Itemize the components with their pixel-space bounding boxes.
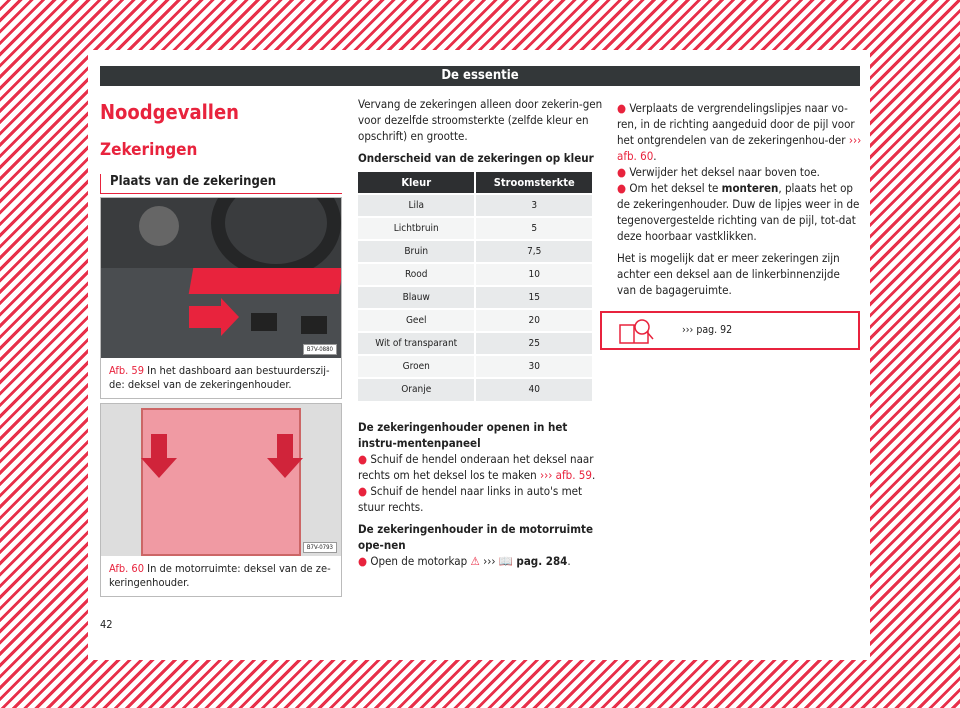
amperage-cell: 5 <box>475 217 593 240</box>
amperage-cell: 25 <box>475 332 593 355</box>
page-number: 42 <box>100 618 113 631</box>
chapter-title: Noodgevallen <box>100 100 239 124</box>
list-item: ● Schuif de hendel naar links in auto's met stuur rechts. <box>358 484 583 514</box>
column-3: ● Verplaats de vergrendelingslipjes naar vo-ren, in de richting aangeduid door de pijl voor het ontgrendelen van de zekeringenhou-der ››› afb. 60. ● Verwijder het deksel naar boven toe. ● Om het deksel te monteren, plaats het op de zekeringenhouder. Duw de lipjes weer in de tegenovergestelde richting van de pijl, tot-dat deze hoorbaar vastklikken. Het is mogelijk dat er meer zekeringen zijn achter een deksel aan de linkerbinnenzijde van de bagageruimte. <box>617 101 862 297</box>
amperage-cell: 7,5 <box>475 240 593 263</box>
color-cell: Oranje <box>358 378 475 401</box>
fuse-color-table: Kleur Stroomsterkte Lila 3 Lichtbruin 5 Bruin 7,5 Rood 10 Blauw 15 Geel 20 Wit of transparant 25 Groen 30 Oranje 40 <box>358 172 594 401</box>
arrow-down-icon <box>277 434 293 458</box>
amperage-cell: 3 <box>475 194 593 217</box>
color-cell: Bruin <box>358 240 475 263</box>
table-row <box>358 240 593 263</box>
book-search-icon <box>618 317 658 347</box>
amperage-cell: 15 <box>475 286 593 309</box>
table-row <box>358 263 593 286</box>
amperage-cell: 40 <box>475 378 593 401</box>
color-cell: Wit of transparant <box>358 332 475 355</box>
arrow-down-icon <box>151 434 167 458</box>
column-2: Vervang de zekeringen alleen door zekerin-gen voor dezelfde stroomsterkte (zelfde kleur en opschrift) en grootte. Onderscheid van de zekeringen op kleur Kleur Stroomsterkte Lila 3 Lichtbruin 5 Bruin 7,5 Rood 10 Blauw 15 Geel 20 Wit of transparant 25 Groen 30 Oranje 40 De zekeringenhouder openen in het instru-mentenpaneel ● Schuif de hendel onderaan het deksel naar rechts om het deksel los te maken ››› afb. 59. ● Schuif de hendel naar links in auto's met stuur rechts. De zekeringenhouder in de motorruimte ope-nen ● Open de motorkap ⚠ ››› 📖 pag. 284. <box>358 97 603 568</box>
list-item: ● Om het deksel te monteren, plaats het op de zekeringenhouder. Duw de lipjes weer in de tegenovergestelde richting van de pijl, tot-dat deze hoorbaar vastklikken. <box>617 181 860 243</box>
section-title: Zekeringen <box>100 140 198 160</box>
figure-59 <box>100 197 342 399</box>
dashboard-photo: B7V-0880 <box>101 198 341 358</box>
table-row <box>358 355 593 378</box>
book-icon: 📖 <box>498 554 514 568</box>
figure-caption: Afb. 60 In de motorruimte: deksel van de ze-keringenhouder. <box>109 562 331 589</box>
table-row <box>358 194 593 217</box>
page-link[interactable]: pag. 284 <box>516 554 568 568</box>
color-cell: Lila <box>358 194 475 217</box>
amperage-cell: 10 <box>475 263 593 286</box>
figure-caption: Afb. 59 In het dashboard aan bestuurderszij-de: deksel van de zekeringenhouder. <box>109 364 330 391</box>
table-row <box>358 332 593 355</box>
arrow-right-icon <box>189 306 223 328</box>
subsection-title: Plaats van de zekeringen <box>100 174 342 194</box>
figure-60 <box>100 403 342 597</box>
list-item: ● Open de motorkap ⚠ ››› 📖 pag. 284. <box>358 554 571 568</box>
figure-link[interactable]: ››› afb. 60 <box>617 133 862 163</box>
color-cell: Rood <box>358 263 475 286</box>
list-item: ● Verwijder het deksel naar boven toe. <box>617 165 820 179</box>
warning-icon: ⚠ <box>470 554 480 568</box>
figure-link[interactable]: ››› afb. 59 <box>539 468 592 482</box>
color-cell: Geel <box>358 309 475 332</box>
amperage-cell: 30 <box>475 355 593 378</box>
color-cell: Lichtbruin <box>358 217 475 240</box>
header-bar: De essentie <box>100 66 860 86</box>
table-row <box>358 378 593 401</box>
table-row <box>358 217 593 240</box>
color-cell: Blauw <box>358 286 475 309</box>
amperage-cell: 20 <box>475 309 593 332</box>
fuse-box-photo: B7V-0793 <box>101 404 341 556</box>
table-row <box>358 286 593 309</box>
cross-reference-box[interactable]: ››› pag. 92 <box>600 311 860 350</box>
color-cell: Groen <box>358 355 475 378</box>
list-item: ● Schuif de hendel onderaan het deksel naar rechts om het deksel los te maken ››› afb. 59. <box>358 452 596 482</box>
table-row <box>358 309 593 332</box>
list-item: ● Verplaats de vergrendelingslipjes naar vo-ren, in de richting aangeduid door de pijl voor het ontgrendelen van de zekeringenhou-der ››› afb. 60. <box>617 101 862 163</box>
